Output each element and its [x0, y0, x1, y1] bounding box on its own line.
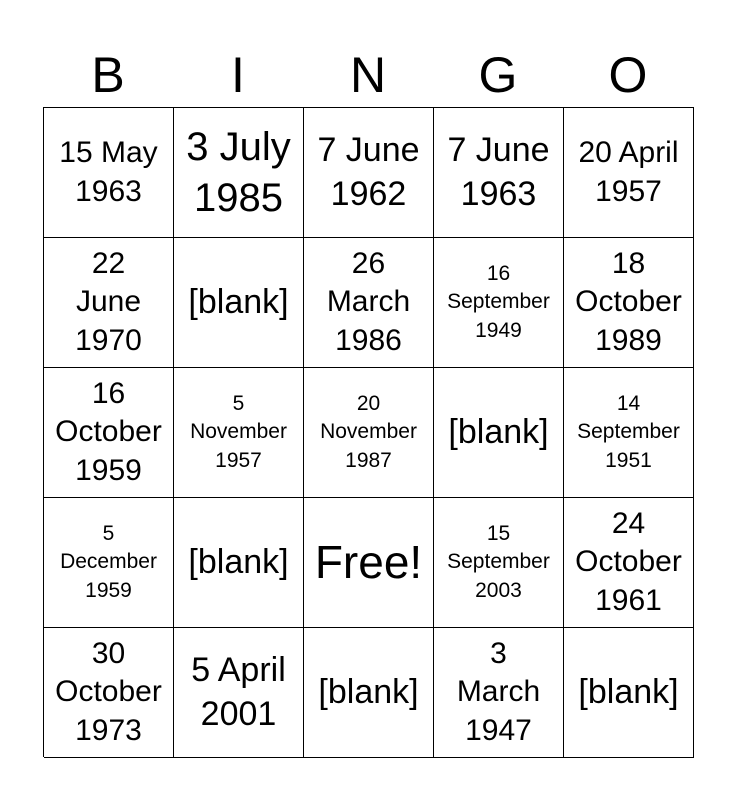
cell-text: 26 March 1986: [326, 247, 411, 357]
bingo-cell[interactable]: [174, 238, 304, 368]
cell-text: 20 April 1957: [578, 136, 679, 208]
bingo-cell[interactable]: [564, 498, 694, 628]
cell-text: 16 October 1959: [55, 377, 162, 487]
cell-text: 3 July 1985: [186, 124, 291, 220]
header-letter-g: G: [478, 47, 518, 103]
cell-text: 7 June 1962: [317, 131, 420, 213]
cell-text: 20 November 1987: [320, 391, 417, 472]
bingo-cell[interactable]: [564, 238, 694, 368]
cell-text: [blank]: [318, 672, 419, 711]
bingo-cell[interactable]: [174, 498, 304, 628]
cell-text: 5 December 1959: [60, 521, 157, 602]
cell-text: [blank]: [188, 542, 289, 581]
bingo-cell[interactable]: [174, 628, 304, 758]
cell-text: 7 June 1963: [447, 131, 550, 213]
bingo-cell[interactable]: [434, 628, 564, 758]
cell-text: 24 October 1961: [575, 507, 682, 617]
cell-text: [blank]: [188, 282, 289, 321]
bingo-cell[interactable]: [304, 238, 434, 368]
header-letter-i: I: [231, 47, 245, 103]
cell-text: 14 September 1951: [577, 391, 680, 472]
bingo-cell[interactable]: [304, 368, 434, 498]
cell-text: 15 September 2003: [447, 521, 550, 602]
bingo-cell[interactable]: [564, 368, 694, 498]
bingo-header: [43, 42, 693, 108]
bingo-cell[interactable]: [44, 238, 174, 368]
cell-text: 30 October 1973: [55, 637, 162, 747]
bingo-board: [43, 107, 694, 757]
cell-text: 5 April 2001: [191, 651, 286, 733]
bingo-cell[interactable]: [434, 498, 564, 628]
cell-text: 22 June 1970: [75, 247, 142, 357]
bingo-cell[interactable]: [564, 108, 694, 238]
free-space-label: Free!: [314, 536, 423, 589]
bingo-cell[interactable]: [564, 628, 694, 758]
bingo-cell[interactable]: [434, 108, 564, 238]
bingo-cell[interactable]: [434, 238, 564, 368]
bingo-cell[interactable]: [174, 108, 304, 238]
header-letter-n: N: [349, 47, 387, 103]
bingo-cell[interactable]: [44, 498, 174, 628]
cell-text: 3 March 1947: [456, 637, 541, 747]
bingo-cell[interactable]: [44, 628, 174, 758]
bingo-cell[interactable]: [44, 108, 174, 238]
bingo-cell[interactable]: [174, 368, 304, 498]
free-space-cell[interactable]: [304, 498, 434, 628]
bingo-cell[interactable]: [304, 108, 434, 238]
cell-text: 18 October 1989: [575, 247, 682, 357]
cell-text: 15 May 1963: [59, 136, 158, 208]
header-letter-o: O: [608, 47, 648, 103]
cell-text: 5 November 1957: [190, 391, 287, 472]
bingo-cell[interactable]: [304, 628, 434, 758]
cell-text: [blank]: [578, 672, 679, 711]
bingo-cell[interactable]: [44, 368, 174, 498]
cell-text: [blank]: [448, 412, 549, 451]
bingo-cell[interactable]: [434, 368, 564, 498]
cell-text: 16 September 1949: [447, 261, 550, 342]
header-letter-b: B: [91, 47, 125, 103]
